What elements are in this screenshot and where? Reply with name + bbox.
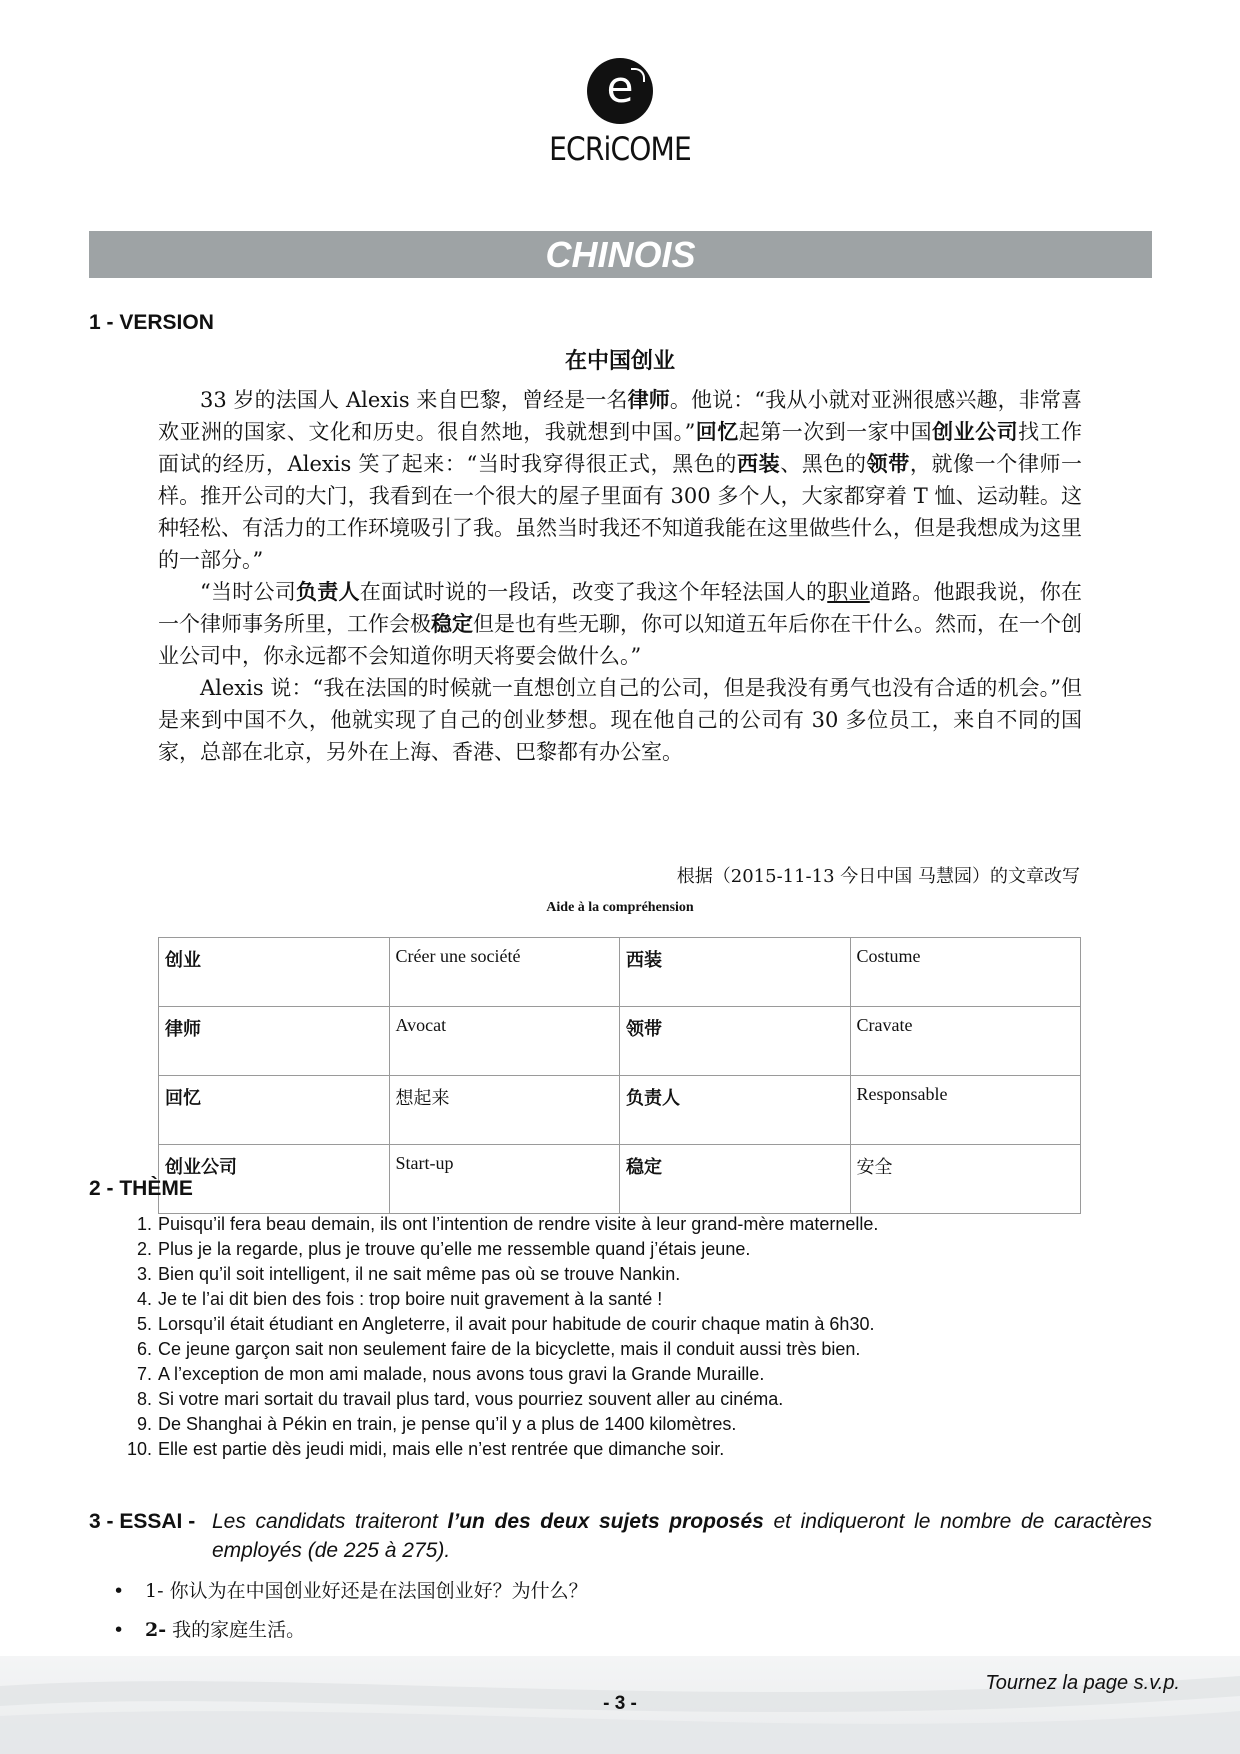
passage-title: 在中国创业 <box>564 349 675 374</box>
list-item: 7. A l’exception de mon ami malade, nous avons tous gravi la Grande Muraille. <box>136 1364 765 1384</box>
list-item: 9. De Shanghai à Pékin en train, je pense qu’il y a plus de 1400 kilomètres. <box>136 1414 737 1434</box>
passage-paragraph: 33 岁的法国人 Alexis 来自巴黎，曾经是一名律师。他说：“我从小就对亚洲很感兴趣，非常喜欢亚洲的国家、文化和历史。很自然地，我就想到中国。”回忆起第一次到一家中国创业公司找工作面试的经历，Alexis 笑了起来：“当时我穿得很正式，黑色的西装、黑色的领带，就像一个律师一样。推开公司的大门，我看到在一个很大的屋子里面有 300 多个人，大家都穿着 T 恤、运动鞋。这种轻松、有活力的工作环境吸引了我。虽然当时我还不知道我能在这里做些什么，但是我想成为这里的一部分。” <box>158 388 1083 572</box>
vocab-meaning: Cravate <box>850 1007 1081 1076</box>
vocab-meaning: Avocat <box>389 1007 620 1076</box>
vocab-word: 回忆 <box>159 1076 390 1145</box>
list-item-text: Ce jeune garçon sait non seulement faire de la bicyclette, mais il conduit aussi très bien. <box>158 1339 861 1359</box>
ecricome-logo <box>0 58 1240 168</box>
vocab-meaning: Costume <box>850 938 1081 1007</box>
page-number: - 3 - <box>603 1693 637 1714</box>
list-item: 8. Si votre mari sortait du travail plus tard, vous pourriez souvent aller au cinéma. <box>136 1389 784 1409</box>
essai-section <box>89 1507 1152 1565</box>
list-item: 6. Ce jeune garçon sait non seulement faire de la bicyclette, mais il conduit aussi très bien. <box>136 1339 861 1359</box>
logo-letter: e <box>606 62 634 113</box>
vocab-meaning: Start-up <box>389 1145 620 1214</box>
table-row <box>159 1076 1081 1145</box>
turn-page-note: Tournez la page s.v.p. <box>985 1672 1180 1694</box>
table-row <box>159 1145 1081 1214</box>
list-item: 10. Elle est partie dès jeudi midi, mais elle n’est rentrée que dimanche soir. <box>126 1439 725 1459</box>
list-item-text: Plus je la regarde, plus je trouve qu’elle me ressemble quand j’étais jeune. <box>158 1239 751 1259</box>
logo-mark <box>587 58 653 124</box>
vocab-meaning: Créer une société <box>389 938 620 1007</box>
list-item: 4. Je te l’ai dit bien des fois : trop boire nuit gravement à la santé ! <box>136 1289 663 1309</box>
passage-paragraph: “当时公司负责人在面试时说的一段话，改变了我这个年轻法国人的职业道路。他跟我说，你在一个律师事务所里，工作会极稳定但是也有些无聊，你可以知道五年后你在干什么。然而，在一个创业公司中，你永远都不会知道你明天将要会做什么。” <box>158 580 1082 668</box>
version-passage <box>158 384 1082 768</box>
list-item: 1. Puisqu’il fera beau demain, ils ont l’intention de rendre visite à leur grand-mère maternelle. <box>136 1214 879 1234</box>
logo-text: ECRiCOME <box>549 130 691 168</box>
list-item-text: Je te l’ai dit bien des fois : trop boire nuit gravement à la santé ! <box>158 1289 663 1309</box>
vocab-word: 创业公司 <box>159 1145 390 1214</box>
list-item-text: Puisqu’il fera beau demain, ils ont l’intention de rendre visite à leur grand-mère maternelle. <box>158 1214 879 1234</box>
page-title: CHINOIS <box>545 234 696 275</box>
vocab-meaning: 想起来 <box>389 1076 620 1145</box>
subject-text: 我的家庭生活。 <box>172 1619 306 1641</box>
vocab-word: 西装 <box>620 938 851 1007</box>
essai-instructions <box>212 1507 1152 1565</box>
essai-intro-rest: et indiqueront le nombre de caractères employés (de 225 à 275). <box>212 1510 1152 1562</box>
passage-source: 根据（2015-11-13 今日中国 马慧园）的文章改写 <box>676 866 1080 887</box>
list-item: 2. Plus je la regarde, plus je trouve qu’elle me ressemble quand j’étais jeune. <box>136 1239 751 1259</box>
vocab-table <box>158 937 1081 1214</box>
list-item: 5. Lorsqu’il était étudiant en Angleterre, il avait pour habitude de courir chaque matin à 6h30. <box>136 1314 875 1334</box>
essai-subjects <box>113 1572 588 1650</box>
list-item-text: A l’exception de mon ami malade, nous avons tous gravi la Grande Muraille. <box>158 1364 765 1384</box>
vocab-word: 负责人 <box>620 1076 851 1145</box>
title-bar <box>89 231 1152 278</box>
vocab-word: 律师 <box>159 1007 390 1076</box>
vocab-meaning: Responsable <box>850 1076 1081 1145</box>
vocab-meaning: 安全 <box>850 1145 1081 1214</box>
theme-list <box>126 1212 1058 1462</box>
subject-text: 你认为在中国创业好还是在法国创业好？为什么？ <box>169 1580 588 1602</box>
list-item-text: Lorsqu’il était étudiant en Angleterre, il avait pour habitude de courir chaque matin à 6h30. <box>158 1314 875 1334</box>
list-item-text: Si votre mari sortait du travail plus tard, vous pourriez souvent aller au cinéma. <box>158 1389 784 1409</box>
subject-number: 1- <box>145 1580 164 1602</box>
list-item-text: De Shanghai à Pékin en train, je pense qu’il y a plus de 1400 kilomètres. <box>158 1414 737 1434</box>
vocab-word: 稳定 <box>620 1145 851 1214</box>
subject-number: 2- <box>145 1619 167 1641</box>
vocab-word: 领带 <box>620 1007 851 1076</box>
theme-heading: 2 - THÈME <box>89 1177 193 1200</box>
table-row <box>159 938 1081 1007</box>
version-heading: 1 - VERSION <box>89 311 214 334</box>
essai-heading: 3 - ESSAI - <box>89 1510 196 1533</box>
essai-intro-emphasis: l’un des deux sujets proposés <box>447 1510 764 1533</box>
aide-title: Aide à la compréhension <box>546 900 694 915</box>
list-item-text: Bien qu’il soit intelligent, il ne sait même pas où se trouve Nankin. <box>158 1264 681 1284</box>
list-item-text: Elle est partie dès jeudi midi, mais elle n’est rentrée que dimanche soir. <box>158 1439 725 1459</box>
passage-paragraph: Alexis 说：“我在法国的时候就一直想创立自己的公司，但是我没有勇气也没有合适的机会。”但是来到中国不久，他就实现了自己的创业梦想。现在他自己的公司有 30 多位员工，来自不同的国家，总部在北京，另外在上海、香港、巴黎都有办公室。 <box>158 676 1082 764</box>
vocab-word: 创业 <box>159 938 390 1007</box>
table-row <box>159 1007 1081 1076</box>
essai-intro: Les candidats traiteront <box>212 1510 448 1533</box>
list-item <box>113 1611 588 1650</box>
list-item <box>113 1572 588 1611</box>
list-item: 3. Bien qu’il soit intelligent, il ne sait même pas où se trouve Nankin. <box>136 1264 681 1284</box>
